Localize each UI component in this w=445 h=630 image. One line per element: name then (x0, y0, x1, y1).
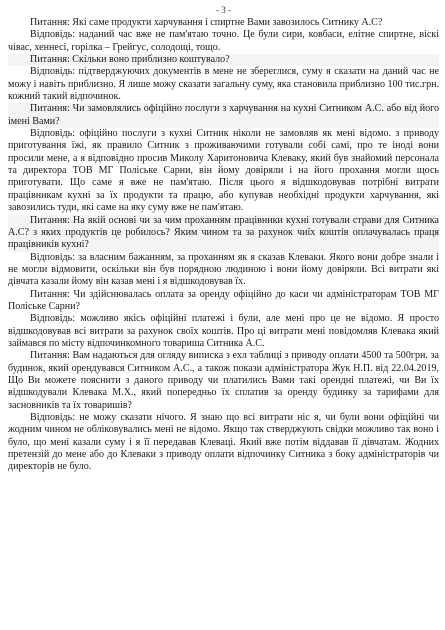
answer-5: Відповідь: можливо якісь офіційні платежі і були, але мені про це не відомо. Я просто відшкодовував всі витрати за рахунок своїх коштів. Про ці витрати мені повідомляв Клевака який займався по місту відпочинкомного товариша Ситника А.С. (8, 313, 439, 349)
question-3: Питання: Чи замовлялись офіційно послуги з харчування на кухні Ситником А.С. або від його імені Вами? (8, 103, 439, 127)
question-6: Питання: Вам надаються для огляду виписка з ехл таблиці з приводу оплати 4500 та 500грн. за будинок, який орендувався Ситником А.С., а також покази адміністратора Жук Н.П. від 22.04.2019, Що Ви можете пояснити з даного приводу чи платились Вами такі орендні платежі, чи Ви їх відшкодували Клевака М.Х., який попередньо їх сплатив за оренду будинку за тарифами для засновників та їх товаришів? (8, 350, 439, 411)
answer-2: Відповідь: підтверджуючих документів в мене не збереглися, суму я сказати на даний час не можу і навіть приблизно. Я лише можу сказати загальну суму, яка становила приблизно 100 тис.грн. кожний такий відпочинок. (8, 66, 439, 103)
question-2: Питання: Скільки воно приблизно коштувало? (8, 54, 439, 66)
question-4: Питання: На якій основі чи за чим проханням працівники кухні готували страви для Ситника А.С? з яких продуктів це робилось? Яким чином та за рахунок чиїх коштів оплачувалась праця працівників кухні? (8, 214, 439, 251)
answer-3: Відповідь: офіційно послуги з кухні Ситник ніколи не замовляв як мені відомо. з приводу приготування їжі, як правило Ситник з проживаючими готували собі самі, про те іноді вони просили мене, а я відповідно просив Миколу Харитоновича Клеваку, який був знайомий персонала та директора ТОВ МГ Поліське Сарни, він йому довіряли і на його прохання могли щось приготувати. Що саме я вже не пам'ятаю. Після цього я відшкодовував потрібні витрати працівникам кухні за їх продукти та працю, або купував необхідні продукти харчування, які завозились туди, які саме на яку суму вже не пам'ятаю. (8, 128, 439, 214)
answer-1: Відповідь: наданий час вже не пам'ятаю точно. Це були сири, ковбаси, елітне спиртне, віскі чівас, хеннесі, горілка – Грейгус, солодощі, тощо. (8, 29, 439, 53)
page-number: - 3 - (216, 5, 231, 15)
question-5: Питання: Чи здійснювалась оплата за оренду офіційно до каси чи адміністраторам ТОВ МГ Поліське Сарни? (8, 288, 439, 312)
answer-6: Відповідь: не можу сказати нічого. Я знаю що всі витрати ніс я, чи були вони офіційні чи жодним чином не обліковувались мені не відомо. Якщо так стверджують свідки можливо так воно і було, що мені казали суму і я її передавав Клеваці. Який вже потім віддавав її дівчатам. Жодних претензій до мене або до Клеваки з приводу оплати відпочинку Ситника з боку адміністраторів чи директорів не було. (8, 412, 439, 473)
answer-4: Відповідь: за власним бажанням, за проханням як я сказав Клеваки. Якого вони добре знали і не могли відмовити, оскільки він був порядною людиною і вони йому довіряли. Всі витрати які дівчата казали йому він казав мені і я відшкодовував їх. (8, 251, 439, 288)
question-1: Питання: Які саме продукти харчування і спиртне Вами завозилось Ситнику А.С? (30, 17, 383, 28)
